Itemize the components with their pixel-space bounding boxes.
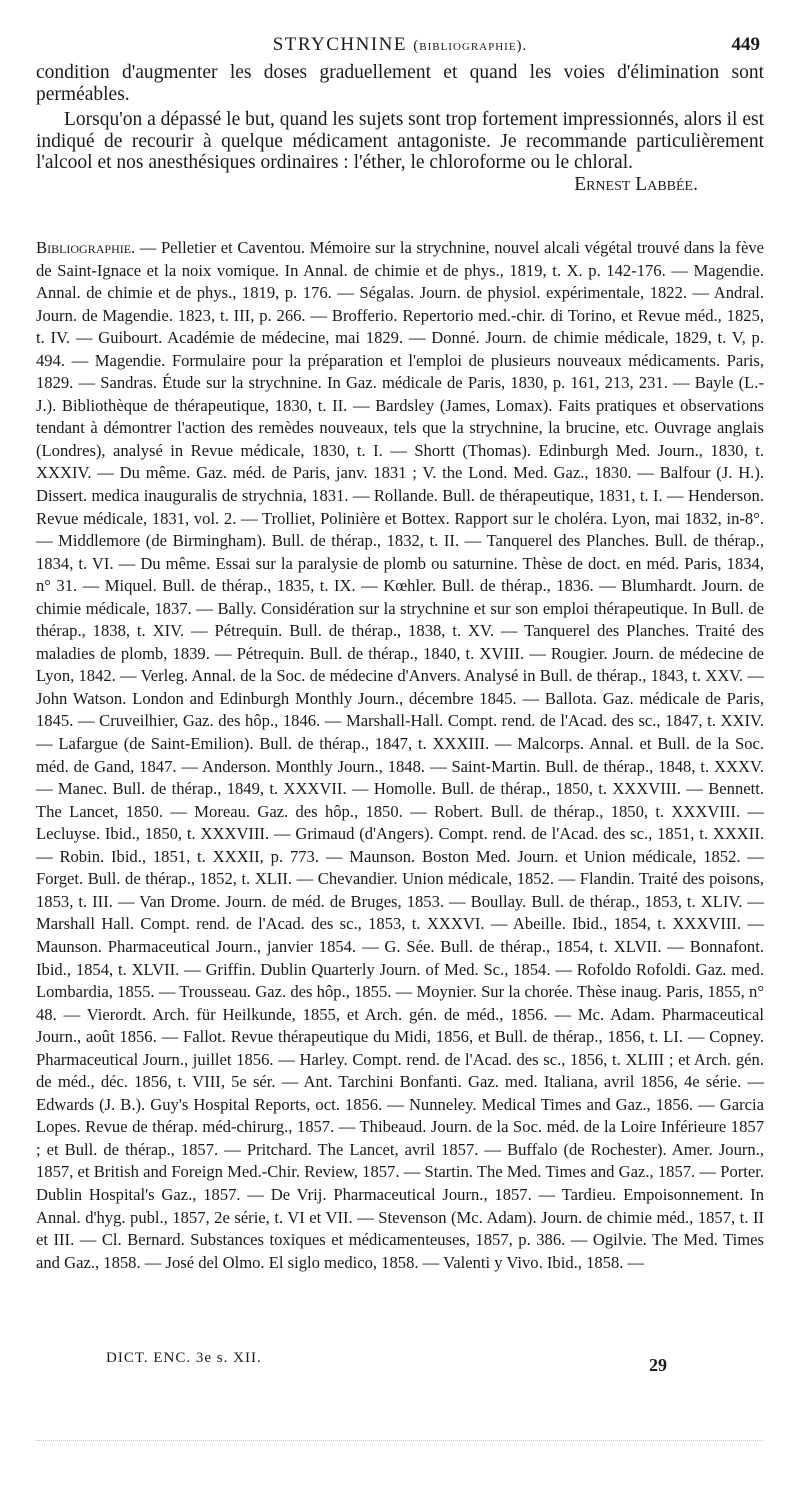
running-head-title-main: STRYCHNINE [272,34,407,55]
signature-line: DICT. ENC. 3e s. XII. [106,1350,262,1366]
page-number: 449 [731,34,760,55]
bibliography-paragraph [36,237,764,1274]
paragraph-continued: condition d'augmenter les doses graduellement et quand les voies d'élimination sont perméables. [36,62,764,105]
bibliography-block [36,237,764,1274]
bibliography-text: — Pelletier et Caventou. Mémoire sur la strychnine, nouvel alcali végétal trouvé dans la fève de Saint-Ignace et la noix vomique. In Annal. de chimie et de phys., 1819, t. X. p. 142-176. — Magendie. Annal. de chimie et de phys., 1819, p. 176. — Ségalas. Journ. de physiol. expérimentale, 1822. — Andral. Journ. de Magendie. 1823, t. III, p. 266. — Brofferio. Repertorio med.-chir. di Torino, et Revue méd., 1825, t. IV. — Guibourt. Académie de médecine, mai 1829. — Donné. Journ. de chimie médicale, 1829, t. V, p. 494. — Magendie. Formulaire pour la préparation et l'emploi de plusieurs nouveaux médicaments. Paris, 1829. — Sandras. Étude sur la strychnine. In Gaz. médicale de Paris, 1830, p. 161, 213, 231. — Bayle (L.-J.). Bibliothèque de thérapeutique, 1830, t. II. — Bardsley (James, Lomax). Faits pratiques et observations tendant à démontrer l'action des remèdes nouveaux, tels que la strychnine, la brucine, etc. Ouvrage anglais (Londres), analysé in Revue médicale, 1830, t. I. — Shortt (Thomas). Edinburgh Med. Journ., 1830, t. XXXIV. — Du même. Gaz. méd. de Paris, janv. 1831 ; V. the Lond. Med. Gaz., 1830. — Balfour (J. H.). Dissert. medica inauguralis de strychnia, 1831. — Rollande. Bull. de thérapeutique, 1831, t. I. — Henderson. Revue médicale, 1831, vol. 2. — Trolliet, Polinière et Bottex. Rapport sur le choléra. Lyon, mai 1832, in-8°. — Middlemore (de Birmingham). Bull. de thérap., 1832, t. II. — Tanquerel des Planches. Bull. de thérap., 1834, t. VI. — Du même. Essai sur la paralysie de plomb ou saturnine. Thèse de doct. en méd. Paris, 1834, n° 31. — Miquel. Bull. de thérap., 1835, t. IX. — Kœhler. Bull. de thérap., 1836. — Blumhardt. Journ. de chimie médicale, 1837. — Bally. Considération sur la strychnine et sur son emploi thérapeutique. In Bull. de thérap., 1838, t. XIV. — Pétrequin. Bull. de thérap., 1838, t. XV. — Tanquerel des Planches. Traité des maladies de plomb, 1839. — Pétrequin. Bull. de thérap., 1840, t. XVIII. — Rougier. Journ. de médecine de Lyon, 1842. — Verleg. Annal. de la Soc. de médecine d'Anvers. Analysé in Bull. de thérap., 1843, t. XXV. — John Watson. London and Edinburgh Monthly Journ., décembre 1845. — Ballota. Gaz. médicale de Paris, 1845. — Cruveilhier, Gaz. des hôp., 1846. — Marshall-Hall. Compt. rend. de l'Acad. des sc., 1847, t. XXIV. — Lafargue (de Saint-Emilion). Bull. de thérap., 1847, t. XXXIII. — Malcorps. Annal. et Bull. de la Soc. méd. de Gand, 1847. — Anderson. Monthly Journ., 1848. — Saint-Martin. Bull. de thérap., 1848, t. XXXV. — Manec. Bull. de thérap., 1849, t. XXXVII. — Homolle. Bull. de thérap., 1850, t. XXXVIII. — Bennett. The Lancet, 1850. — Moreau. Gaz. des hôp., 1850. — Robert. Bull. de thérap., 1850, t. XXXVIII. — Lecluyse. Ibid., 1850, t. XXXVIII. — Grimaud (d'Angers). Compt. rend. de l'Acad. des sc., 1851, t. XXXII. — Robin. Ibid., 1851, t. XXXII, p. 773. — Maunson. Boston Med. Journ. et Union médicale, 1852. — Forget. Bull. de thérap., 1852, t. XLII. — Chevandier. Union médicale, 1852. — Flandin. Traité des poisons, 1853, t. III. — Van Drome. Journ. de méd. de Bruges, 1853. — Boullay. Bull. de thérap., 1853, t. XLIV. — Marshall Hall. Compt. rend. de l'Acad. des sc., 1853, t. XXXVI. — Abeille. Ibid., 1854, t. XXXVIII. — Maunson. Pharmaceutical Journ., janvier 1854. — G. Sée. Bull. de thérap., 1854, t. XLVII. — Bonnafont. Ibid., 1854, t. XLVII. — Griffin. Dublin Quarterly Journ. of Med. Sc., 1854. — Rofoldo Rofoldi. Gaz. med. Lombardia, 1855. — Trousseau. Gaz. des hôp., 1855. — Moynier. Sur la chorée. Thèse inaug. Paris, 1855, n° 48. — Vierordt. Arch. für Heilkunde, 1855, et Arch. gén. de méd., 1856. — Mc. Adam. Pharmaceutical Journ., août 1856. — Fallot. Revue thérapeutique du Midi, 1856, et Bull. de thérap., 1856, t. LI. — Copney. Pharmaceutical Journ., juillet 1856. — Harley. Compt. rend. de l'Acad. des sc., 1856, t. XLIII ; et Arch. gén. de méd., déc. 1856, t. VIII, 5e sér. — Ant. Tarchini Bonfanti. Gaz. med. Italiana, avril 1856, 4e série. — Edwards (J. B.). Guy's Hospital Reports, oct. 1856. — Nunneley. Medical Times and Gaz., 1856. — Garcia Lopes. Revue de thérap. méd-chirurg., 1857. — Thibeaud. Journ. de la Soc. méd. de la Loire Inférieure 1857 ; et Bull. de thérap., 1857. — Pritchard. The Lancet, avril 1857. — Buffalo (de Rochester). Amer. Journ., 1857, et British and Foreign Med.-Chir. Review, 1857. — Startin. The Med. Times and Gaz., 1857. — Porter. Dublin Hospital's Gaz., 1857. — De Vrij. Pharmaceutical Journ., 1857. — Tardieu. Empoisonnement. In Annal. d'hyg. publ., 1857, 2e série, t. VI et VII. — Stevenson (Mc. Adam). Journ. de chimie méd., 1857, t. II et III. — Cl. Bernard. Substances toxiques et médicamenteuses, 1857, p. 386. — Ogilvie. The Med. Times and Gaz., 1858. — José del Olmo. El siglo medico, 1858. — Valenti y Vivo. Ibid., 1858. — [36,238,764,1272]
sheet-number: 29 [649,1355,667,1375]
bibliography-heading: Bibliographie. [36,238,136,257]
author-signature: Ernest Labbée. [574,173,698,195]
running-head-title [36,34,764,56]
running-head [36,34,764,58]
paragraph-antagonist: Lorsqu'on a dépassé le but, quand les sujets sont trop fortement impressionnés, alors il est indiqué de recourir à quelque médicament antagoniste. Je recommande particulièrement l'alcool et nos anesthésiques ordinaires : l'éther, le chloroforme ou le chloral. [36,109,764,174]
article-body [36,62,764,196]
running-head-subtitle: (bibliographie). [413,38,528,54]
bleed-through-line [36,1440,764,1444]
